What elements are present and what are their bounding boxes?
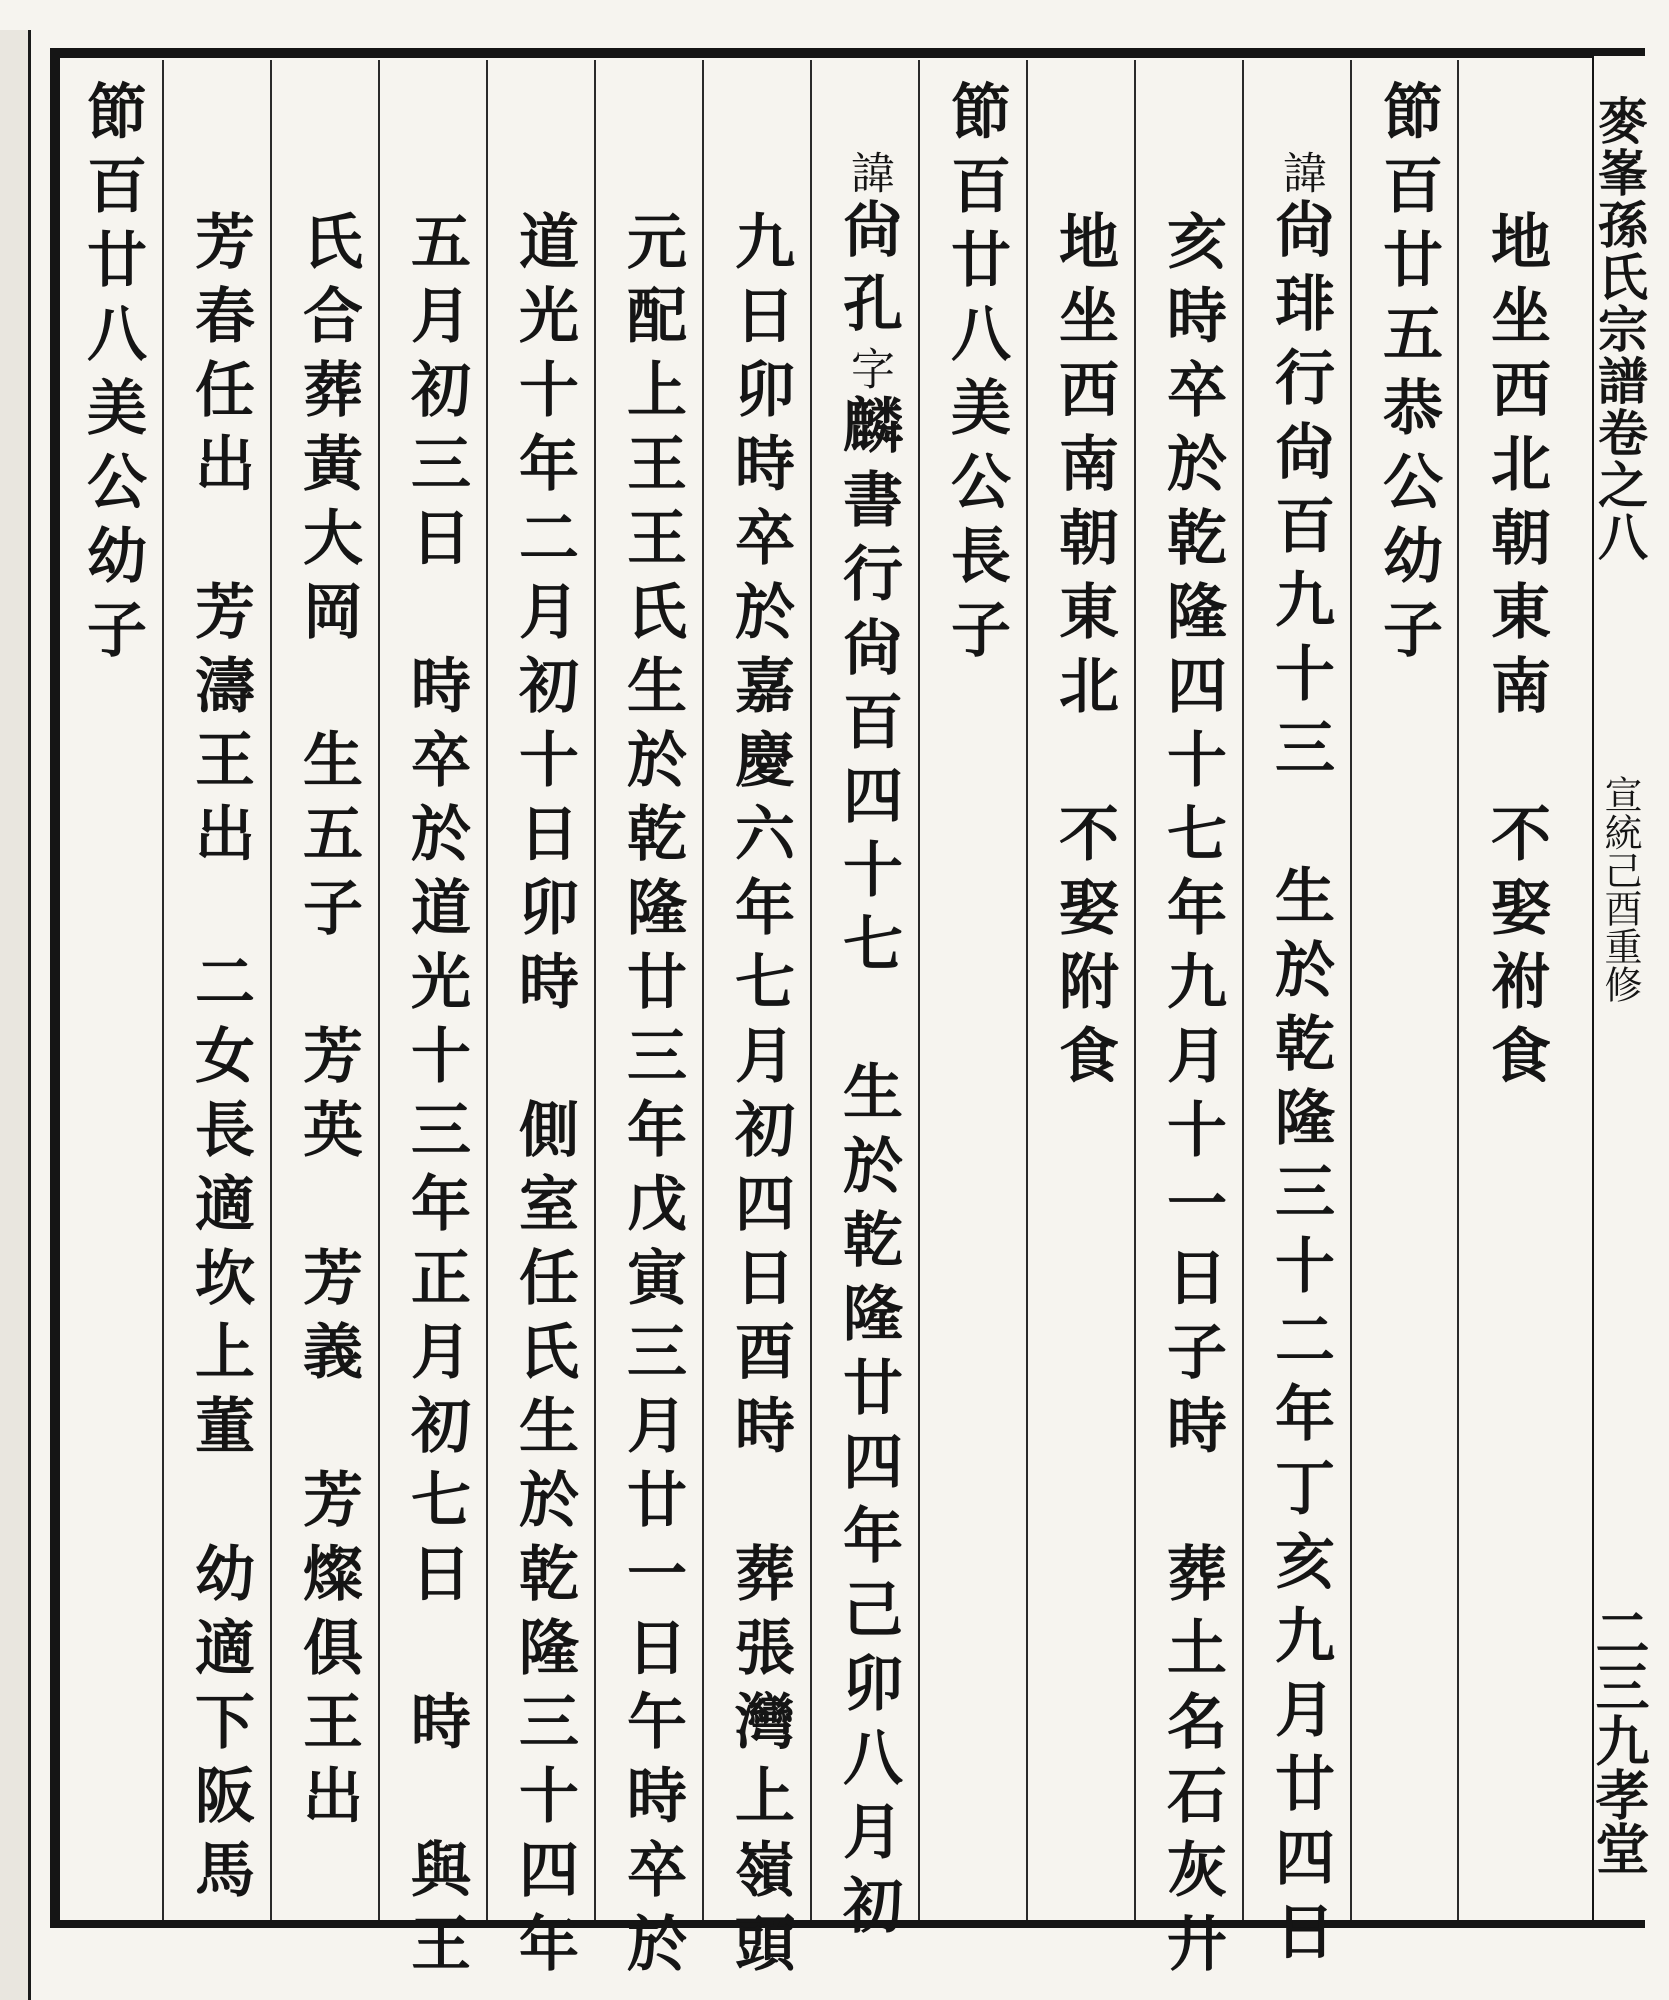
text-column: 亥時卒於乾隆四十七年九月十一日子時 葬土名石灰廾: [1157, 210, 1227, 1986]
text-column: 芳春任出 芳濤王出 二女長適坎上董 幼適下阪馬: [185, 210, 255, 1912]
text-column: 道光十年二月初十日卯時 側室任氏生於乾隆三十四年: [509, 210, 579, 1986]
text-column: 九日卯時卒於嘉慶六年七月初四日酉時 葬張灣上嶺頭: [725, 210, 795, 1986]
text-column: 節百廿八美公長子: [941, 80, 1011, 672]
text-column: 地坐西北朝東南 不娶祔食: [1481, 210, 1551, 1098]
text-column: 五月初三日 時卒於道光十三年正月初七日 時 與王: [401, 210, 471, 1986]
text-column: 節百廿八美公幼子: [77, 80, 147, 672]
text-column: 諱尙琲行尙百九十三 生於乾隆三十二年丁亥九月廿四日: [1265, 150, 1335, 1974]
page-number: 二三九孝堂: [1587, 1605, 1651, 1875]
edition-note: 宣統己酉重修: [1598, 775, 1642, 1003]
text-column: 諱尙孔字麟書行尙百四十七 生於乾隆廿四年己卯八月初: [833, 150, 903, 1948]
text-column: 元配上王王氏生於乾隆廿三年戊寅三月廿一日午時卒於: [617, 210, 687, 1986]
text-column: 節百廿五恭公幼子: [1373, 80, 1443, 672]
text-column: 氏合葬黃大岡 生五子 芳英 芳義 芳燦俱王出: [293, 210, 363, 1838]
text-column: 地坐西南朝東北 不娶附食: [1049, 210, 1119, 1098]
book-title: 麥峯孫氏宗譜卷之八: [1590, 95, 1649, 563]
previous-page-edge: [0, 30, 31, 2000]
